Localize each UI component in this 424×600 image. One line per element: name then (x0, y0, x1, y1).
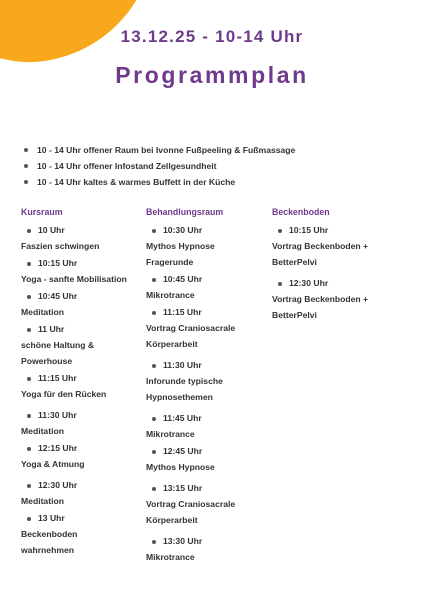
entry-time: 11:30 Uhr (146, 358, 235, 373)
entry-description: Körperarbeit (146, 515, 198, 525)
entry-description: Vortrag Beckenboden + (272, 241, 369, 251)
entry-description: schöne Haltung & (21, 340, 95, 350)
schedule-entry (21, 478, 127, 509)
schedule-entry (146, 305, 235, 352)
schedule-entry (272, 223, 368, 270)
entry-description: Hypnosethemen (146, 392, 213, 402)
entry-description: BetterPelvi (272, 257, 317, 267)
event-date: 13.12.25 - 10-14 Uhr (120, 27, 304, 46)
schedule-entry (146, 358, 235, 405)
entry-description: Vortrag Beckenboden + (272, 294, 369, 304)
column-kursraum (21, 206, 127, 560)
entry-time: 10:45 Uhr (146, 272, 235, 287)
entry-time: 12:30 Uhr (272, 276, 368, 291)
schedule-entry (272, 276, 368, 323)
column-title: Behandlungsraum (146, 207, 224, 217)
entry-time: 11:30 Uhr (21, 408, 127, 423)
schedule-entry (21, 371, 127, 402)
entry-time: 13:15 Uhr (146, 481, 235, 496)
entry-description: Inforunde typische (146, 376, 223, 386)
schedule-entry (21, 223, 127, 254)
entry-description: Meditation (21, 307, 64, 317)
entry-description: Yoga - sanfte Mobilisation (21, 274, 127, 284)
column-title: Kursraum (21, 207, 63, 217)
entry-time: 12:30 Uhr (21, 478, 127, 493)
entry-description: Faszien schwingen (21, 241, 100, 251)
intro-item: 10 - 14 Uhr offener Infostand Zellgesundheit (24, 158, 295, 174)
entry-description: Mythos Hypnose (146, 462, 215, 472)
schedule-entry (21, 441, 127, 472)
schedule-entry (21, 408, 127, 439)
entry-time: 13 Uhr (21, 511, 127, 526)
intro-item: 10 - 14 Uhr kaltes & warmes Buffett in der Küche (24, 174, 295, 190)
entry-description: Meditation (21, 496, 64, 506)
entry-description: Vortrag Craniosacrale (146, 499, 236, 509)
entry-time: 11:15 Uhr (146, 305, 235, 320)
entry-description: Körperarbeit (146, 339, 198, 349)
entry-time: 12:45 Uhr (146, 444, 235, 459)
entry-description: Powerhouse (21, 356, 73, 366)
entry-time: 12:15 Uhr (21, 441, 127, 456)
intro-list (24, 142, 295, 190)
entry-description: Yoga & Atmung (21, 459, 85, 469)
schedule-entry (146, 223, 235, 270)
column-beckenboden (272, 206, 368, 325)
schedule-entry (21, 289, 127, 320)
entry-time: 10:15 Uhr (272, 223, 368, 238)
entry-description: BetterPelvi (272, 310, 317, 320)
entry-time: 10:45 Uhr (21, 289, 127, 304)
entry-description: Meditation (21, 426, 64, 436)
entry-time: 13:30 Uhr (146, 534, 235, 549)
entry-description: Mikrotrance (146, 290, 195, 300)
schedule-entry (146, 272, 235, 303)
schedule-entry (146, 411, 235, 442)
schedule-entry (146, 534, 235, 565)
entry-description: Yoga für den Rücken (21, 389, 107, 399)
entry-description: wahrnehmen (21, 545, 75, 555)
column-behandlungsraum (146, 206, 235, 567)
entry-time: 10 Uhr (21, 223, 127, 238)
entry-time: 11:45 Uhr (146, 411, 235, 426)
entry-description: Vortrag Craniosacrale (146, 323, 236, 333)
schedule-entry (146, 444, 235, 475)
schedule-entry (21, 256, 127, 287)
entry-description: Mythos Hypnose (146, 241, 215, 251)
schedule-entry (21, 511, 127, 558)
entry-time: 10:30 Uhr (146, 223, 235, 238)
schedule-entry (146, 481, 235, 528)
page-title: Programmplan (115, 62, 309, 88)
entry-time: 11:15 Uhr (21, 371, 127, 386)
entry-time: 10:15 Uhr (21, 256, 127, 271)
entry-time: 11 Uhr (21, 322, 127, 337)
intro-item: 10 - 14 Uhr offener Raum bei Ivonne Fußpeeling & Fußmassage (24, 142, 295, 158)
schedule-entry (21, 322, 127, 369)
column-title: Beckenboden (272, 207, 330, 217)
entry-description: Beckenboden (21, 529, 78, 539)
entry-description: Mikrotrance (146, 552, 195, 562)
entry-description: Fragerunde (146, 257, 194, 267)
entry-description: Mikrotrance (146, 429, 195, 439)
